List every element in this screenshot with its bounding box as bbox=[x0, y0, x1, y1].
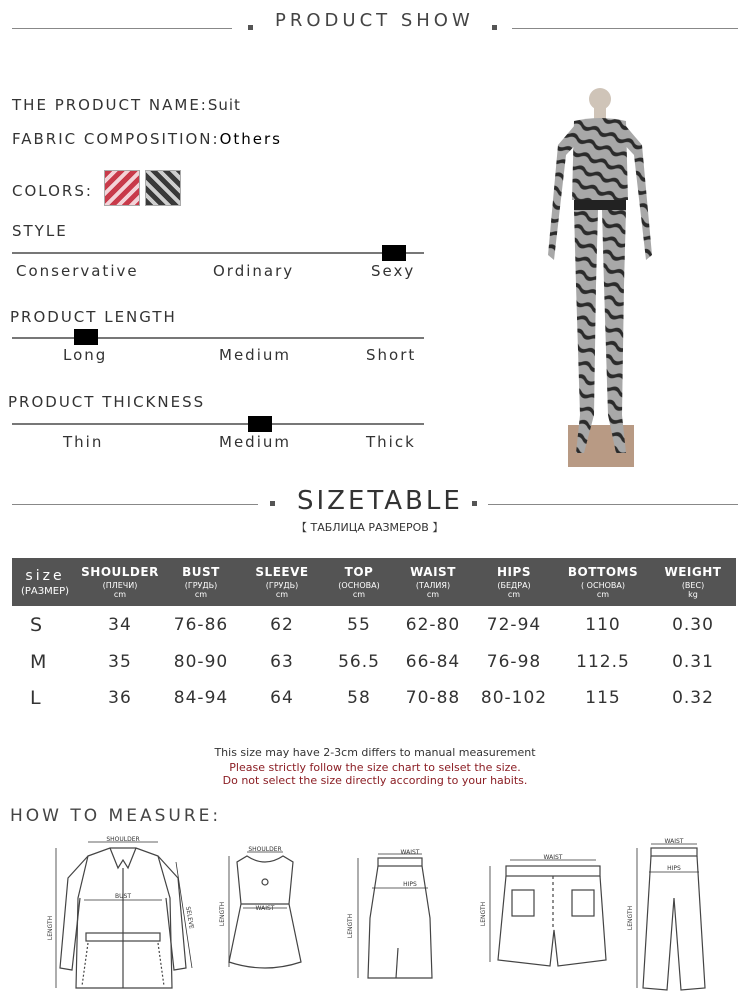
skirt-measure-diagram bbox=[340, 848, 440, 993]
product-name-value: Suit bbox=[207, 96, 241, 114]
length-label: LENGTH bbox=[480, 901, 487, 927]
length-marker bbox=[74, 329, 98, 345]
bust-label: BUST bbox=[115, 893, 131, 900]
product-name-label: THE PRODUCT NAME: bbox=[12, 96, 208, 114]
section-title: PRODUCT SHOW bbox=[275, 10, 474, 31]
jacket-measure-diagram bbox=[48, 838, 198, 996]
thickness-option-medium: Medium bbox=[219, 433, 291, 451]
table-cell: 36 bbox=[108, 688, 132, 708]
dress-measure-diagram bbox=[215, 842, 315, 992]
style-scale-line bbox=[12, 252, 424, 254]
length-label: LENGTH bbox=[219, 901, 226, 927]
garment-top bbox=[572, 118, 628, 200]
table-cell: 76-86 bbox=[173, 615, 229, 635]
product-name-row bbox=[12, 96, 241, 114]
note-follow-chart: Please strictly follow the size chart to selset the size. bbox=[229, 761, 521, 774]
length-title: PRODUCT LENGTH bbox=[10, 308, 177, 326]
hips-label: HIPS bbox=[667, 865, 681, 872]
sizetable-rule-right bbox=[488, 504, 738, 505]
fabric-value: Others bbox=[219, 130, 282, 148]
table-row bbox=[12, 606, 736, 644]
hips-label: HIPS bbox=[403, 881, 417, 888]
table-cell: 63 bbox=[270, 652, 294, 672]
garment-right-leg bbox=[602, 210, 626, 453]
waist-label: WAIST bbox=[255, 905, 275, 912]
thickness-option-thin: Thin bbox=[63, 433, 104, 451]
table-cell: 62-80 bbox=[405, 615, 461, 635]
thickness-title: PRODUCT THICKNESS bbox=[8, 393, 206, 411]
sizetable-rule-left bbox=[12, 504, 258, 505]
waist-label: WAIST bbox=[664, 838, 684, 845]
header-dot-left bbox=[248, 25, 253, 30]
size-table-header-row bbox=[12, 558, 736, 606]
table-cell: 55 bbox=[347, 615, 371, 635]
table-cell: 58 bbox=[347, 688, 371, 708]
table-cell: 66-84 bbox=[405, 652, 461, 672]
waist-label: WAIST bbox=[543, 854, 563, 861]
table-cell: 80-102 bbox=[480, 688, 548, 708]
shoulder-label: SHOULDER bbox=[248, 846, 282, 853]
shoulder-label: SHOULDER bbox=[106, 836, 140, 843]
table-cell: 80-90 bbox=[173, 652, 229, 672]
table-cell: 0.31 bbox=[672, 652, 714, 672]
col-weight: WEIGHT (ВЕС) kg bbox=[664, 565, 722, 599]
how-to-measure-title: HOW TO MEASURE: bbox=[10, 806, 222, 826]
sizetable-header bbox=[0, 482, 750, 532]
table-cell: 72-94 bbox=[486, 615, 542, 635]
sizetable-title: SIZETABLE bbox=[297, 486, 463, 516]
pants-measure-diagram bbox=[625, 838, 720, 998]
col-sleeve: SLEEVE (ГРУДЬ) cm bbox=[255, 565, 309, 599]
col-bottoms: BOTTOMS ( ОСНОВА) cm bbox=[567, 565, 639, 599]
table-cell: 0.32 bbox=[672, 688, 714, 708]
col-size: size (РАЗМЕР) bbox=[20, 567, 70, 597]
col-hips: HIPS (БЕДРА) cm bbox=[497, 565, 531, 599]
col-bust: BUST (ГРУДЬ) cm bbox=[182, 565, 220, 599]
col-shoulder: SHOULDER (ПЛЕЧИ) cm bbox=[81, 565, 159, 599]
garment-left-leg bbox=[574, 210, 598, 453]
table-cell: 56.5 bbox=[338, 652, 380, 672]
table-row bbox=[12, 644, 736, 680]
header-dot-right bbox=[492, 25, 497, 30]
table-cell: 35 bbox=[108, 652, 132, 672]
fabric-row bbox=[12, 130, 282, 148]
table-cell: 0.30 bbox=[672, 615, 714, 635]
table-cell: 70-88 bbox=[405, 688, 461, 708]
table-cell: 110 bbox=[585, 615, 621, 635]
style-option-conservative: Conservative bbox=[16, 262, 139, 280]
table-cell: 62 bbox=[270, 615, 294, 635]
waist-label: WAIST bbox=[400, 849, 420, 856]
thickness-marker bbox=[248, 416, 272, 432]
table-cell: 76-98 bbox=[486, 652, 542, 672]
table-cell: 84-94 bbox=[173, 688, 229, 708]
header-rule-right bbox=[512, 28, 738, 29]
table-row bbox=[12, 680, 736, 716]
colors-label: COLORS: bbox=[12, 182, 93, 200]
table-cell: 64 bbox=[270, 688, 294, 708]
style-option-ordinary: Ordinary bbox=[213, 262, 295, 280]
size-cell: S bbox=[30, 614, 44, 636]
length-label: LENGTH bbox=[347, 913, 354, 939]
fabric-label: FABRIC COMPOSITION: bbox=[12, 130, 220, 148]
product-show-header bbox=[0, 8, 750, 34]
thickness-option-thick: Thick bbox=[366, 433, 416, 451]
table-cell: 34 bbox=[108, 615, 132, 635]
size-cell: M bbox=[30, 651, 48, 673]
sizetable-subtitle: 【 ТАБЛИЦА РАЗМЕРОВ 】 bbox=[296, 521, 444, 534]
color-swatch-grey[interactable] bbox=[145, 170, 181, 206]
length-option-short: Short bbox=[366, 346, 417, 364]
style-title: STYLE bbox=[12, 222, 68, 240]
length-option-long: Long bbox=[63, 346, 108, 364]
style-option-sexy: Sexy bbox=[371, 262, 416, 280]
product-image bbox=[530, 85, 670, 470]
length-label: LENGTH bbox=[627, 905, 634, 931]
note-habits: Do not select the size directly according to your habits. bbox=[222, 774, 528, 787]
table-cell: 115 bbox=[585, 688, 621, 708]
style-marker bbox=[382, 245, 406, 261]
thickness-scale-line bbox=[12, 423, 424, 425]
color-swatch-red[interactable] bbox=[104, 170, 140, 206]
shorts-measure-diagram bbox=[480, 850, 610, 980]
sizetable-dot-left bbox=[270, 501, 275, 506]
length-label: LENGTH bbox=[47, 915, 54, 941]
note-measurement: This size may have 2-3cm differs to manual measurement bbox=[214, 746, 536, 759]
col-top: TOP (ОСНОВА) cm bbox=[338, 565, 380, 599]
length-option-medium: Medium bbox=[219, 346, 291, 364]
size-table bbox=[12, 558, 736, 716]
size-cell: L bbox=[30, 687, 42, 709]
col-waist: WAIST (ТАЛИЯ) cm bbox=[410, 565, 456, 599]
sleeve-label: SELEVE bbox=[184, 905, 195, 930]
sizetable-dot-right bbox=[472, 501, 477, 506]
table-cell: 112.5 bbox=[576, 652, 630, 672]
header-rule-left bbox=[12, 28, 232, 29]
mannequin-head bbox=[589, 88, 611, 110]
